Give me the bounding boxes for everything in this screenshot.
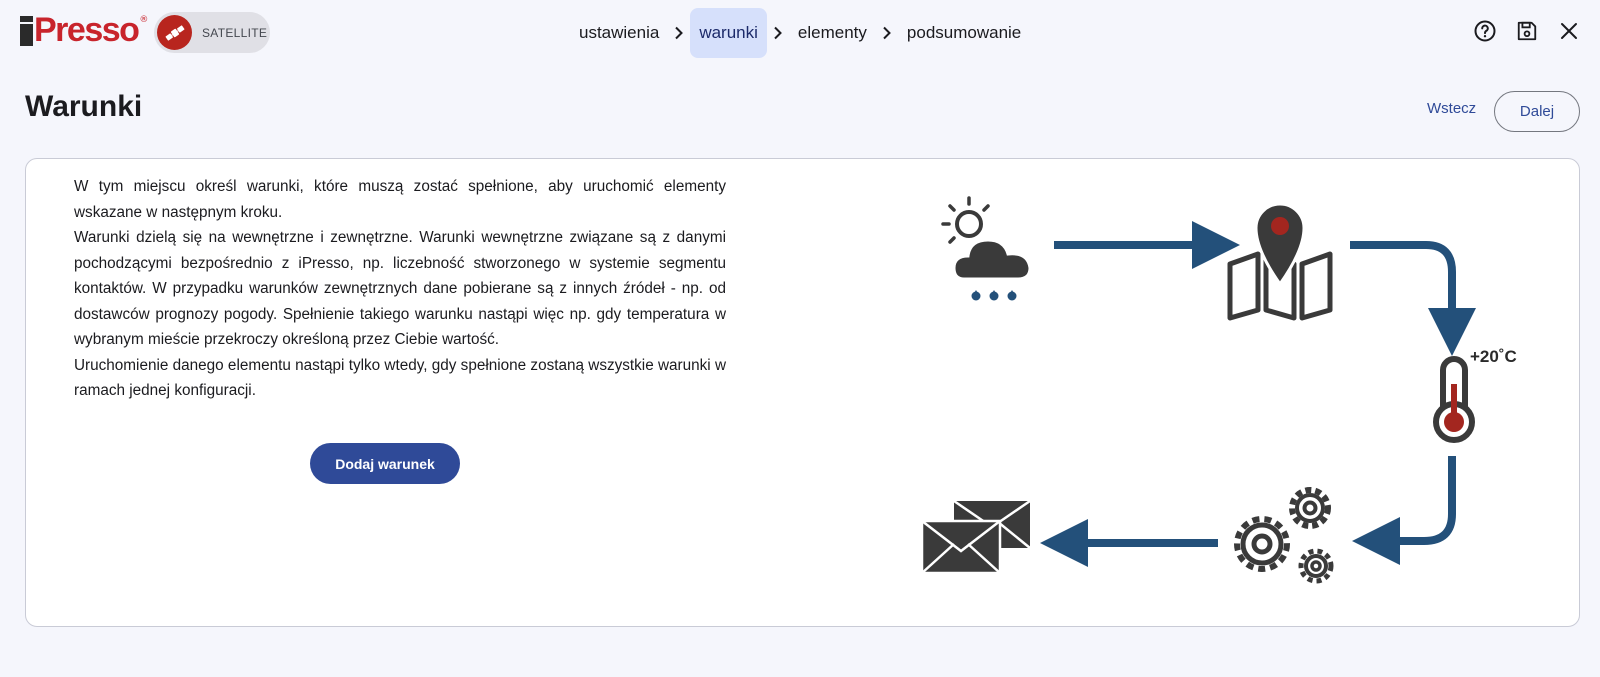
conditions-diagram (906, 184, 1566, 589)
step-podsumowanie[interactable]: podsumowanie (906, 23, 1022, 42)
top-actions (1472, 18, 1582, 44)
description-paragraph: W tym miejscu określ warunki, które muszą zostać spełnione, aby uruchomić elementy wskazane w następnym kroku. (74, 178, 726, 221)
description-paragraph: Warunki dzielą się na wewnętrzne i zewnętrzne. Warunki wewnętrzne związane są z danymi pochodzącymi bezpośrednio z iPresso, np. liczebność stworzonego w systemie segmentu kontaktów. W przypadku warunków zewnętrznych dane pobierane są z innych źródeł - np. od dostawców prognozy pogody. Spełnienie takiego warunku nastąpi więc np. gdy temperatura w wybranym mieście przekroczy określoną przez Ciebie wartość. (74, 229, 726, 348)
satellite-icon (157, 15, 192, 50)
description (74, 174, 726, 404)
chevron-right-icon (767, 8, 789, 58)
logo-i-mark (20, 14, 33, 46)
map-pin-icon (1230, 204, 1330, 318)
ipresso-logo (20, 12, 148, 48)
logo-registered-mark: ® (139, 15, 149, 25)
step-ustawienia[interactable]: ustawienia (579, 23, 660, 42)
top-bar (0, 0, 1600, 64)
thermometer-icon (1436, 359, 1472, 440)
satellite-badge (154, 12, 270, 53)
chevron-right-icon (668, 8, 690, 58)
conditions-card (25, 158, 1580, 627)
chevron-right-icon (876, 8, 898, 58)
logo-text: Presso (34, 11, 139, 49)
envelopes-icon (922, 501, 1030, 573)
description-paragraph: Uruchomienie danego elementu nastąpi tylko wtedy, gdy spełnione zostaną wszystkie warunki w ramach jednej konfiguracji. (74, 356, 726, 399)
back-button[interactable]: Wstecz (1427, 100, 1477, 117)
step-warunki[interactable]: warunki (690, 8, 767, 58)
gears-icon (1237, 490, 1331, 581)
help-circle-icon[interactable] (1472, 18, 1498, 44)
add-condition-button[interactable]: Dodaj warunek (310, 443, 460, 484)
badge-label: SATELLITE (202, 25, 268, 40)
arrow-down-icon (1350, 245, 1452, 332)
weather-icon (943, 198, 1030, 301)
save-icon[interactable] (1514, 18, 1540, 44)
page-title: Warunki (25, 90, 143, 123)
wizard-steps (570, 8, 1030, 58)
step-elementy[interactable]: elementy (797, 23, 867, 42)
temperature-label: +20˚C (1470, 347, 1517, 366)
close-icon[interactable] (1556, 18, 1582, 44)
next-button[interactable]: Dalej (1494, 91, 1580, 132)
arrow-left-icon (1376, 456, 1452, 541)
